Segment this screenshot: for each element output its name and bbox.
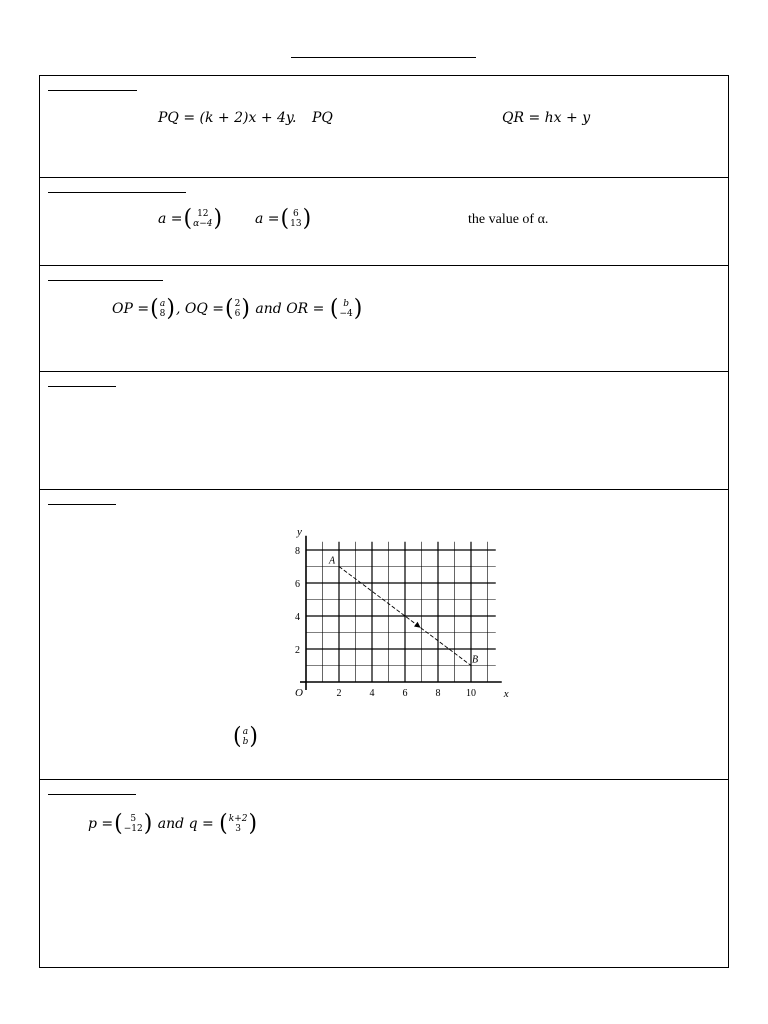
question-label-line: [48, 192, 186, 193]
point-a-label: A: [329, 555, 336, 567]
op-label: OP =: [112, 301, 150, 317]
vectors-op-oq-or: [112, 295, 363, 322]
vector-a-second: [255, 205, 312, 232]
column-vector: ( 12 α−4 ): [183, 205, 223, 232]
a-label: a =: [255, 211, 280, 227]
x-tick-label: 4: [369, 688, 375, 699]
y-tick-label: 6: [295, 579, 300, 590]
vector-ab: [232, 723, 259, 750]
vec-top: a: [159, 299, 166, 309]
pq-label: PQ: [312, 110, 333, 126]
vec-bottom: −12: [123, 824, 143, 834]
vec-top: 12: [197, 209, 209, 219]
question-label-line: [48, 794, 136, 795]
graph-ticks: [295, 546, 479, 699]
and-q-label: and q =: [153, 816, 219, 832]
direction-arrow: [414, 622, 421, 628]
question-label-line: [48, 90, 137, 91]
vec-top: 2: [234, 299, 241, 309]
a-label: a =: [158, 211, 183, 227]
pq-equation: PQ = (k + 2)x + 4y.: [158, 110, 297, 126]
vec-top: a: [242, 727, 249, 737]
y-tick-label: 4: [295, 612, 300, 623]
x-axis-label: x: [503, 688, 509, 700]
vec-bottom: b: [242, 737, 249, 747]
vec-bottom: 6: [234, 309, 241, 319]
vectors-p-q: [88, 810, 258, 837]
vec-bottom: 3: [235, 824, 241, 834]
x-tick-label: 10: [466, 688, 476, 699]
point-b-label: B: [472, 654, 479, 666]
question-row-4: [40, 372, 728, 490]
column-vector-oq: ( 2 6 ): [225, 295, 250, 322]
question-row-1: [40, 76, 728, 178]
question-row-3: [40, 266, 728, 372]
question-row-5: [40, 490, 728, 780]
qr-equation: QR = hx + y: [502, 110, 591, 126]
x-tick-label: 6: [402, 688, 408, 699]
or-label: and OR =: [250, 301, 329, 317]
column-vector-op: ( a 8 ): [150, 295, 175, 322]
column-vector-q: ( k+2 3 ): [219, 810, 258, 837]
column-vector-or: ( b −4 ): [329, 295, 363, 322]
x-tick-label: 2: [336, 688, 342, 699]
grid-graph: [270, 525, 509, 705]
oq-label: , OQ =: [176, 301, 225, 317]
vec-bottom: α−4: [193, 219, 213, 229]
question-label-line: [48, 386, 116, 387]
vec-bottom: 8: [159, 309, 166, 319]
vec-top: 6: [292, 209, 299, 219]
y-axis-label: y: [297, 525, 302, 538]
column-vector: ( a b ): [233, 723, 258, 750]
vector-a-first: [158, 205, 223, 232]
y-tick-label: 8: [295, 546, 300, 557]
value-of-alpha-text: the value of α.: [468, 212, 549, 227]
p-label: p =: [88, 816, 114, 832]
vec-top: 5: [130, 814, 137, 824]
question-table: [39, 75, 729, 968]
column-vector: ( 6 13 ): [280, 205, 312, 232]
question-row-6: [40, 780, 728, 969]
question-row-2: [40, 178, 728, 266]
title-underline: [291, 57, 476, 58]
vec-bottom: 13: [290, 219, 302, 229]
x-tick-label: 8: [435, 688, 441, 699]
vec-top: b: [343, 299, 349, 309]
question-label-line: [48, 280, 163, 281]
vec-top: k+2: [228, 814, 248, 824]
column-vector-p: ( 5 −12 ): [114, 810, 153, 837]
question-label-line: [48, 504, 116, 505]
vec-bottom: −4: [339, 309, 353, 319]
origin-label: O: [295, 687, 303, 699]
y-tick-label: 2: [295, 645, 300, 656]
